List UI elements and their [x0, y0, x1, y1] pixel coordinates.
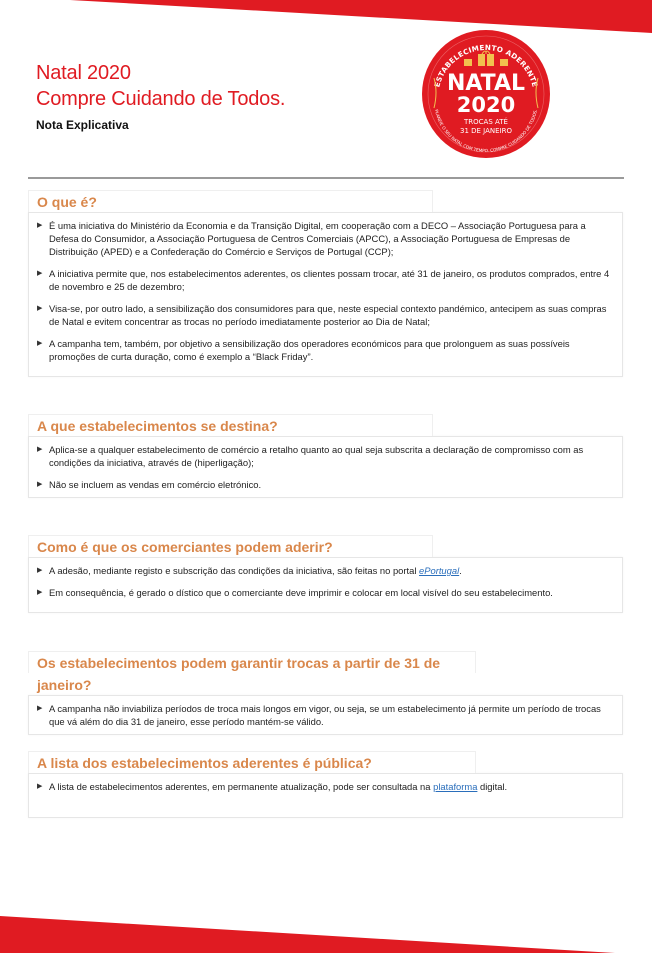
eportugal-link[interactable]: ePortugal [419, 565, 460, 576]
seal-bottom-text: PLANEIE O SEU NATAL COM TEMPO. COMPRE CUIDANDO DE TODOS. [433, 108, 539, 154]
section-heading: A que estabelecimentos se destina? [28, 414, 433, 436]
section-body [28, 212, 623, 377]
seal-trocas-text: TROCAS ATÉ [464, 118, 508, 126]
list-item: ▶ A iniciativa permite que, nos estabelecimentos aderentes, os clientes possam trocar, até 31 de janeiro, os produtos comprados, entre 4 de novembro e 25 de dezembro; [37, 268, 610, 292]
triangle-right-icon: ▶ [37, 270, 43, 277]
triangle-right-icon: ▶ [37, 589, 43, 596]
list-item: ▶ Em consequência, é gerado o dístico que o comerciante deve imprimir e colocar em local visível do seu estabelecimento. [37, 587, 553, 598]
top-red-band [0, 0, 652, 36]
section-como-aderir [28, 535, 623, 613]
section-body [28, 773, 623, 818]
seal-date-text: 31 DE JANEIRO [460, 127, 512, 135]
section-body [28, 695, 623, 735]
section-estabelecimentos [28, 414, 623, 498]
triangle-right-icon: ▶ [37, 222, 43, 229]
triangle-right-icon: ▶ [37, 305, 43, 312]
list-item: ▶ É uma iniciativa do Ministério da Economia e da Transição Digital, em cooperação com a DECO – Associação Portuguesa para a Defesa do Consumidor, a Associação Portuguesa de Centros Comerciais (APCC), a Associação Portuguesa de Empresas de Distribuição (APED) e a Confederação do Comércio e Serviços de Portugal (CCP); [37, 220, 586, 257]
section-heading: Como é que os comerciantes podem aderir? [28, 535, 433, 557]
list-item: ▶ Visa-se, por outro lado, a sensibilização dos consumidores para que, neste especial contexto pandémico, antecipem as suas compras de Natal e evitem concentrar as trocas no período imediatamente posterior ao Dia de Natal; [37, 303, 607, 327]
section-lista-publica [28, 751, 623, 818]
triangle-right-icon: ▶ [37, 567, 43, 574]
natal-2020-seal-logo [420, 28, 552, 160]
bottom-red-band [0, 908, 652, 953]
seal-year-text: 2020 [456, 93, 516, 117]
triangle-right-icon: ▶ [37, 446, 43, 453]
page-title: Natal 2020 [36, 62, 131, 84]
page-subtitle: Nota Explicativa [36, 118, 129, 132]
section-heading: O que é? [28, 190, 433, 212]
list-item: ▶ A lista de estabelecimentos aderentes, em permanente atualização, pode ser consultada na plataforma digital. [37, 781, 508, 792]
section-heading: A lista dos estabelecimentos aderentes é pública? [28, 751, 476, 773]
section-trocas-31-janeiro [28, 651, 623, 735]
triangle-right-icon: ▶ [37, 340, 43, 347]
list-item: ▶ Aplica-se a qualquer estabelecimento de comércio a retalho quanto ao qual seja subscrita a declaração de compromisso com as condições da iniciativa, através de (hiperligação); [37, 444, 584, 468]
section-o-que-e [28, 190, 623, 377]
header-divider [28, 177, 624, 179]
seal-natal-text: NATAL [446, 71, 526, 96]
section-heading: Os estabelecimentos podem garantir trocas a partir de 31 de janeiro? [28, 651, 476, 673]
section-body [28, 557, 623, 613]
title-block [36, 60, 285, 132]
triangle-right-icon: ▶ [37, 481, 43, 488]
triangle-right-icon: ▶ [37, 783, 43, 790]
list-item: ▶ A adesão, mediante registo e subscrição das condições da iniciativa, são feitas no portal ePortugal. [37, 565, 462, 576]
page-tagline: Compre Cuidando de Todos. [36, 88, 286, 110]
triangle-right-icon: ▶ [37, 705, 43, 712]
plataforma-link[interactable]: plataforma [433, 781, 478, 792]
list-item: ▶ A campanha não inviabiliza períodos de troca mais longos em vigor, ou seja, se um estabelecimento já permite um período de trocas que vá além do dia 31 de janeiro, esse período mantém-se válido. [37, 703, 601, 727]
section-body [28, 436, 623, 498]
list-item: ▶ Não se incluem as vendas em comércio eletrónico. [37, 479, 262, 490]
list-item: ▶ A campanha tem, também, por objetivo a sensibilização dos operadores económicos para que prolonguem as suas possíveis promoções de curta duração, como é exemplo a “Black Friday”. [37, 338, 570, 362]
seal-top-text: ESTABELECIMENTO ADERENTE [432, 42, 540, 89]
